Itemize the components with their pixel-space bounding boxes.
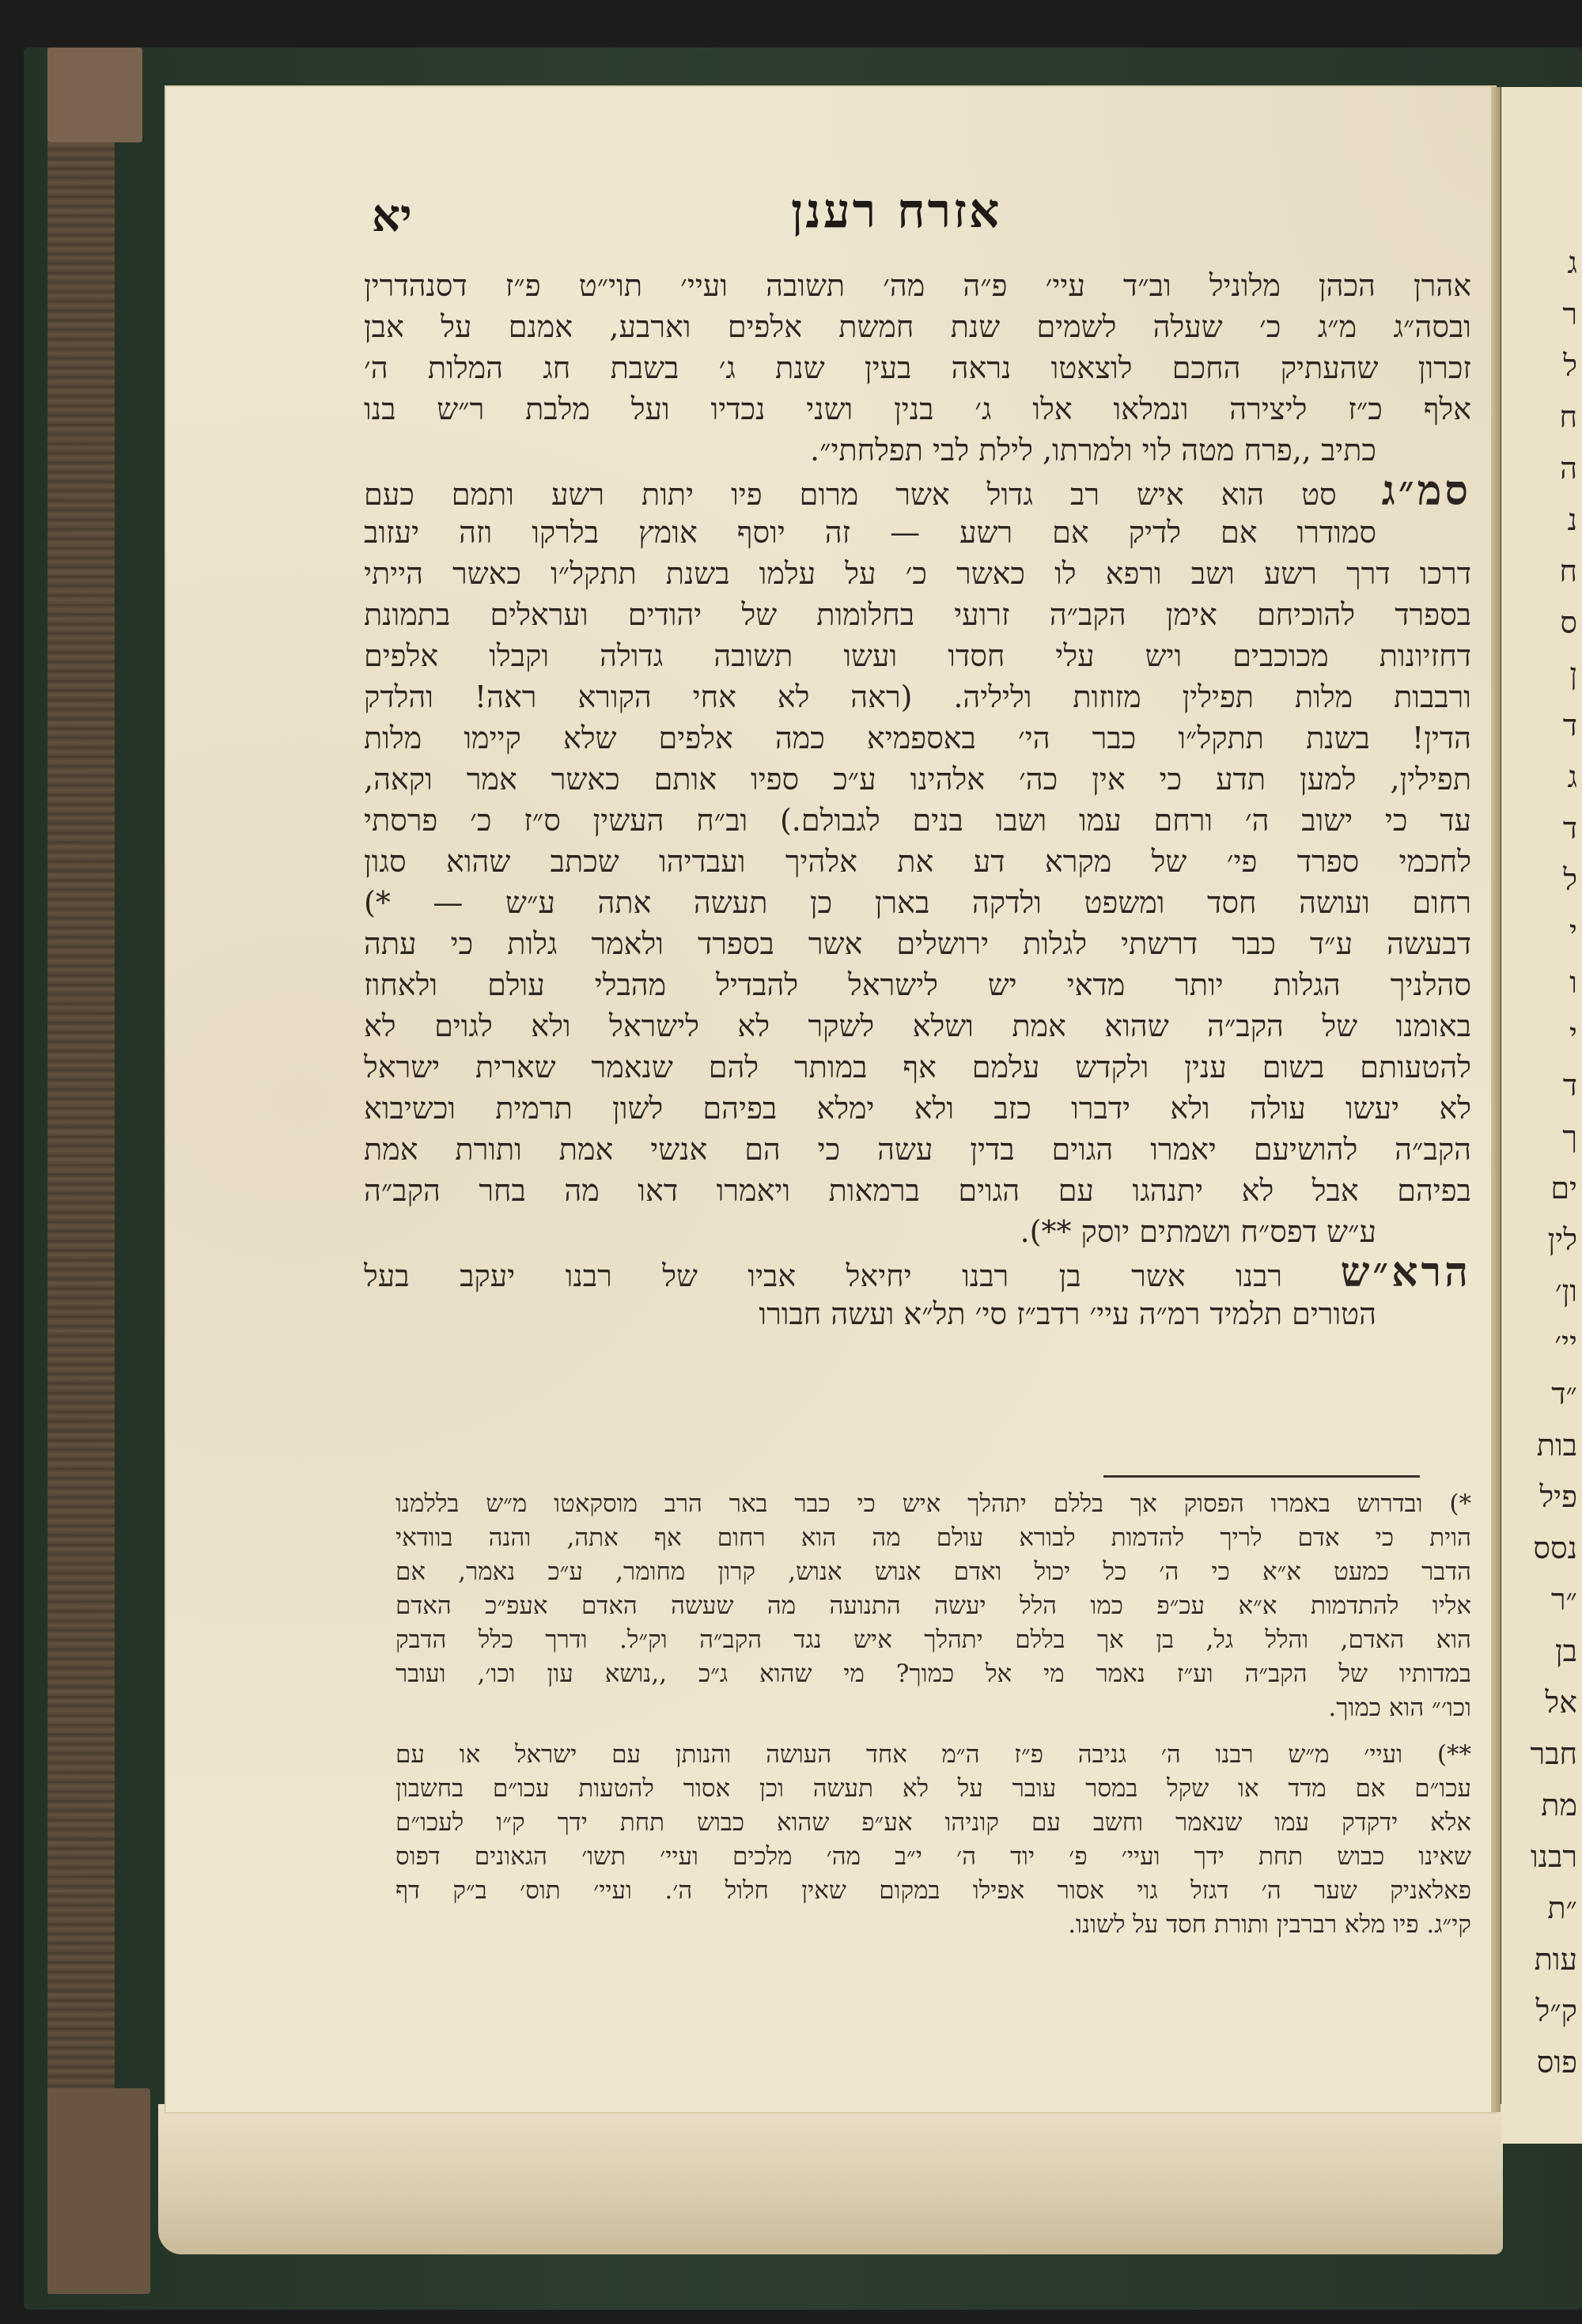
right-page-fragment: עות (1534, 1942, 1577, 1977)
running-title: אזרח רענן (791, 184, 1002, 239)
footnote-line: פאלאניק שער ה׳ דגזל גוי אסור אפילו במקום שאין חלול ה׳. ועיי׳ תוס׳ ב״ק דף (396, 1876, 1471, 1905)
right-page-fragment: ״ד (1551, 1376, 1577, 1411)
right-page-fragment: ד (1562, 811, 1577, 846)
page-number: יא (372, 190, 412, 242)
text-line: הדין! בשנת תתקל״ו כבר הי׳ באספמיא כמה אלפים שלא קיימו מלות (364, 721, 1471, 755)
book-spine (47, 47, 115, 2294)
right-page-fragment: רבנו (1530, 1839, 1577, 1874)
text-line: הרא״ש רבנו אשר בן רבנו יחיאל אביו של רבנו יעקב בעל (364, 1252, 1471, 1293)
text-line: ע״ש דפס״ח ושמתים יוסק **). (1020, 1214, 1376, 1249)
right-page-fragment: נסס (1533, 1531, 1577, 1565)
right-page-fragment: ים (1550, 1171, 1577, 1206)
text-line: סמ״ג סט הוא איש רב גדול אשר מרום פיו יתות רשע ותמם כעם (364, 471, 1471, 512)
right-page-fragment: לין (1547, 1222, 1577, 1257)
right-page-fragment: ד (1562, 1068, 1577, 1103)
cover-corner-bottom (47, 2088, 150, 2294)
text-line: אלף כ״ז ליצירה ונמלאו אלו ג׳ בנין ושני נכדיו ועל מלבת ר״ש בנו (364, 392, 1471, 426)
section-heading-rosh: הרא״ש (1340, 1252, 1471, 1293)
right-page-fragment: ס (1560, 605, 1577, 640)
right-page-fragment: פוס (1536, 2045, 1577, 2080)
right-page-fragment: פיל (1539, 1479, 1577, 1514)
footnote-line: וכו׳״ הוא כמוך. (1328, 1694, 1471, 1722)
footnote-line: *) ובדרוש באמרו הפסוק אך בללם יתהלך איש כי כבר באר הרב מוסקאטו מ״ש בללמנו (396, 1489, 1471, 1518)
text-line: ובסה״ג מ״ג כ׳ שעלה לשמים שנת חמשת אלפים וארבע, אמנם על אבן (364, 309, 1471, 344)
text-line: רחום ועושה חסד ומשפט ולדקה בארן כן תעשה אתה ע״ש — *) (364, 885, 1471, 920)
text-line: להטעותם בשום ענין ולקדש עלמם אף במותר להם שנאמר שארית ישראל (364, 1050, 1471, 1084)
right-page-fragment: ח (1559, 399, 1577, 434)
right-page-fragment: ל (1563, 348, 1577, 383)
page-stack-edges (158, 2104, 1503, 2254)
text-line: סהלניך הגלות יותר מדאי יש לישראל להבדיל מהבלי עולם ולאחוז (364, 967, 1471, 1002)
text-line: ורבבות מלות תפילין מזוזות וליליה. (ראה לא אחי הקורא ראה! והלדק (364, 679, 1471, 714)
footnote-line: שאינו כבוש תחת ידך ועיי׳ פ׳ יוד ה׳ י״ב מה׳ מלכים ועיי׳ תשו׳ הגאונים דפוס (396, 1842, 1471, 1871)
text-line: אהרן הכהן מלוניל וב״ד עיי׳ פ״ה מה׳ תשובה ועיי׳ תוי״ט פ״ז דסנהדרין (364, 268, 1471, 303)
right-page-fragment: בן (1555, 1633, 1577, 1668)
text-line: בספרד להוכיחם אימן הקב״ה זרועי בחלומות של יהודים ועראלים בתמונת (364, 597, 1471, 632)
right-page-fragment: י (1569, 914, 1577, 948)
footnote-line: **) ועיי׳ מ״ש רבנו ה׳ גניבה פ״ז ה״מ אחד העושה והנותן עם ישראל או עם (396, 1740, 1471, 1769)
footnote-line: הוית כי אדם לריך להדמות לבורא עולם מה הוא רחום אף אתה, והנה בוודאי (396, 1523, 1471, 1552)
text-line: באומנו של הקב״ה שהוא אמת ושלא לשקר לא לישראל ולא לגוים לא (364, 1009, 1471, 1043)
text-line: בפיהם אבל לא יתנהגו עם הגוים ברמאות ויאמרו דאו מה בחר הקב״ה (364, 1173, 1471, 1208)
right-page-fragment: ון׳ (1554, 1274, 1577, 1308)
text-line: כתיב ,,פרח מטה לוי ולמרתו, לילת לבי תפלחתי״. (809, 433, 1376, 467)
footnote-line: הדבר כמעט א״א כי ה׳ כל יכול ואדם אנוש אנוש, קרון מחומר, ע״כ נאמר, אם (396, 1558, 1471, 1586)
right-page-fragment: ק״ל (1535, 1993, 1577, 2028)
footnote-line: הוא האדם, והלל גל, בן אך בללם יתהלך איש נגד הקב״ה וק״ל. ודרך כלל הדבק (396, 1626, 1471, 1654)
right-page-fragment: ״ת (1547, 1891, 1577, 1925)
text-line: דרכו דרך רשע ושב ורפא לו כאשר כ׳ על עלמו בשנת תתקל״ו כאשר הייתי (364, 556, 1471, 591)
text-line: לחכמי ספרד פי׳ של מקרא דע את אלהיך ועבדיהו שכתב שהוא סגון (364, 844, 1471, 879)
right-page-fragment: ר (1562, 297, 1577, 331)
right-page-fragment: ל (1563, 862, 1577, 897)
footnote-line: עכו״ם אם מדד או שקל במסר עובר על לא תעשה וכן אסור להטעות עכו״ם בחשבון (396, 1774, 1471, 1803)
right-page-fragment: אל (1545, 1685, 1577, 1720)
right-page-fragment: ן (1569, 657, 1577, 691)
right-page-fragment: ג (1567, 759, 1577, 794)
right-page-fragment: ג (1567, 245, 1577, 280)
right-page-fragment: בות (1536, 1428, 1577, 1463)
text-line: לא יעשו עולה ולא ידברו כזב ולא ימלא בפיהם לשון תרמית וכשיבוא (364, 1091, 1471, 1126)
page-gutter (1491, 87, 1501, 2112)
text-line: דבעשה ע״ד כבר דרשתי לגלות ירושלים אשר בספרד ולאמר גלות כי עתה (364, 926, 1471, 961)
text-line: הקב״ה להושיעם יאמרו הגוים בדין עשה כי הם אנשי אמת ותורת אמת (364, 1132, 1471, 1167)
right-page-fragment: ״ר (1550, 1582, 1577, 1617)
text-line: דחזיונות מכוכבים ויש עלי חסדו ועשו תשובה גדולה וקבלו אלפים (364, 638, 1471, 673)
right-page-fragment: חבר (1530, 1736, 1577, 1771)
text-line: תפילין, למען תדע כי אין כה׳ אלהינו ע״כ ספיו אותם כאשר אמר וקאה, (364, 762, 1471, 797)
footnotes (396, 1487, 1471, 1942)
right-page-fragment: נ (1567, 502, 1577, 537)
footnote-line: קי״ג. פיו מלא רברבין ותורת חסד על לשונו. (1068, 1910, 1471, 1939)
right-page-fragment: יי׳ (1554, 1325, 1577, 1360)
text-line: זכרון שהעתיק החכם לוצאטו נראה בעין שנת ג׳ בשבת חג המלות ה׳ (364, 350, 1471, 385)
text-line: הטורים תלמיד רמ״ה עיי׳ רדב״ז סי׳ תל״א ועשה חבורו (759, 1296, 1376, 1331)
right-page-fragment: ח (1559, 554, 1577, 589)
text-line: עד כי ישוב ה׳ ורחם עמו ושבו בנים לגבולם.) וב״ח העשין ס״ז כ׳ פרסתי (364, 803, 1471, 838)
section-heading-smag: סמ״ג (1381, 471, 1471, 512)
footnote-divider (1103, 1475, 1420, 1478)
cover-corner-top (47, 47, 142, 142)
right-page-fragment: ך (1562, 1119, 1577, 1154)
footnote-line: במדותיו של הקב״ה וע״ז נאמר מי אל כמוך? מי שהוא ג״כ ,,נושא עון וכו׳, ועובר (396, 1660, 1471, 1688)
right-page-fragment: ה (1560, 451, 1577, 486)
right-page-fragment: מת (1541, 1788, 1577, 1822)
book-page-right (1501, 87, 1582, 2144)
right-page-fragment: ו (1569, 965, 1577, 1000)
right-page-fragment: י (1569, 1016, 1577, 1051)
footnote-line: אליו להתדמות א״א עכ״פ כמו הלל יעשה התנועה מה שעשה האדם אעפ״כ האדם (396, 1592, 1471, 1620)
main-text (364, 265, 1471, 1334)
right-page-fragment: ד (1562, 708, 1577, 743)
text-line: סמודרו אם לדיק אם רשע — זה יוסף אומץ בלרקו וזה יעזוב (364, 515, 1376, 550)
footnote-line: אלא ידקדק עמו שנאמר וחשב עם קוניהו אע״פ שהוא כבוש תחת ידך ק״ו לעכו״ם (396, 1808, 1471, 1837)
